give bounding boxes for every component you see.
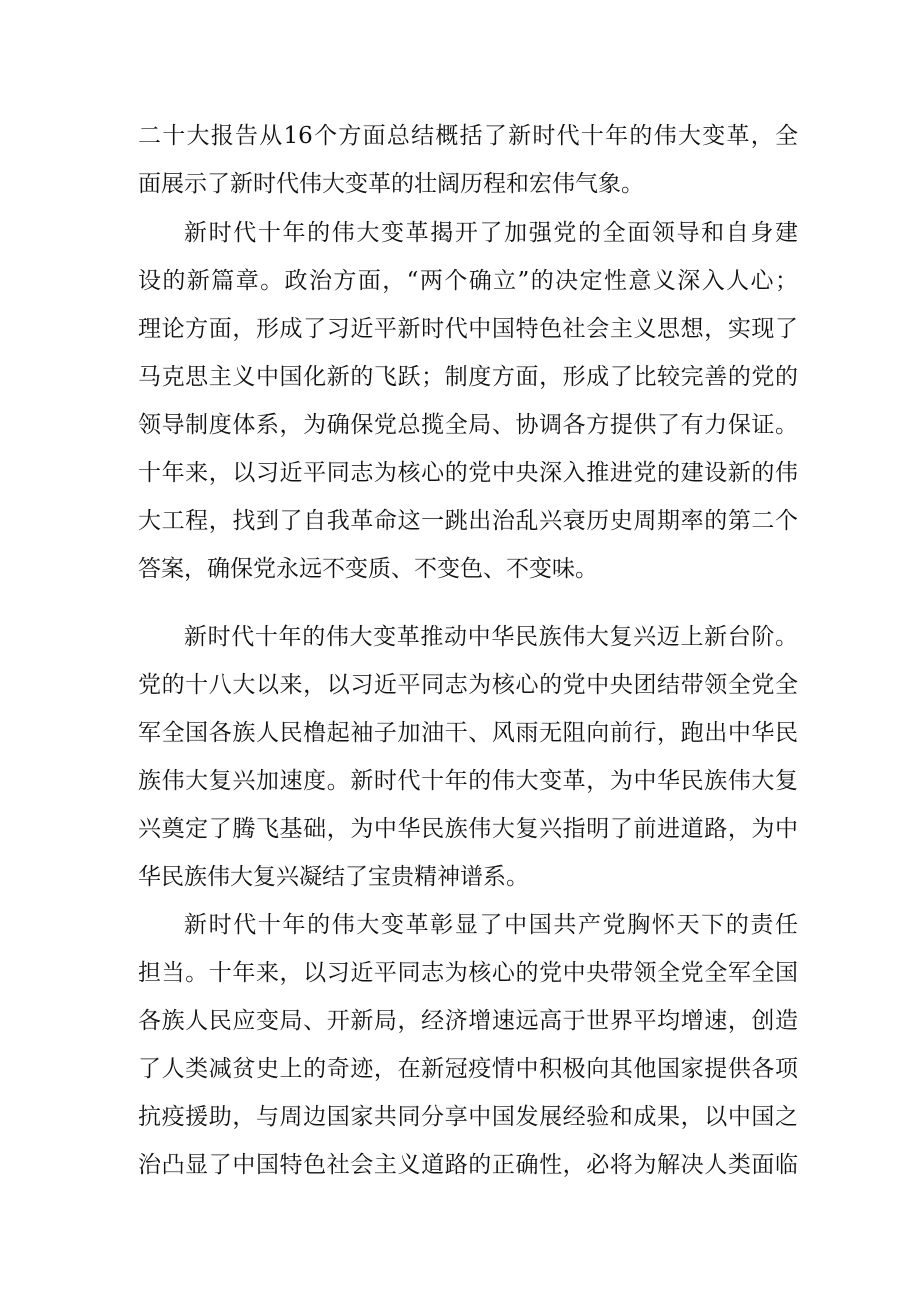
text-line: 大工程，找到了自我革命这一跳出治乱兴衰历史周期率的第二个 — [138, 508, 798, 534]
text-line: 族伟大复兴加速度。新时代十年的伟大变革，为中华民族伟大复 — [138, 768, 798, 794]
text-line: 十年来，以习近平同志为核心的党中央深入推进党的建设新的伟 — [138, 460, 798, 486]
text-line: 兴奠定了腾飞基础，为中华民族伟大复兴指明了前进道路，为中 — [138, 816, 798, 842]
text-line: 新时代十年的伟大变革揭开了加强党的全面领导和自身建 — [184, 220, 798, 246]
text-line: 华民族伟大复兴凝结了宝贵精神谱系。 — [138, 864, 529, 890]
text-line: 设的新篇章。政治方面，“两个确立”的决定性意义深入人心； — [138, 268, 798, 294]
text-line: 理论方面，形成了习近平新时代中国特色社会主义思想，实现了 — [138, 316, 798, 342]
text-line: 各族人民应变局、开新局，经济增速远高于世界平均增速，创造 — [138, 1008, 798, 1034]
paragraph-2 — [138, 209, 798, 593]
text-line: 担当。十年来，以习近平同志为核心的党中央带领全党全军全国 — [138, 960, 798, 986]
text-line: 领导制度体系，为确保党总揽全局、协调各方提供了有力保证。 — [138, 412, 798, 438]
text-line: 党的十八大以来，以习近平同志为核心的党中央团结带领全党全 — [138, 672, 798, 698]
text-line: 答案，确保党永远不变质、不变色、不变味。 — [138, 556, 598, 582]
paragraph-4 — [138, 901, 798, 1189]
text-line: 抗疫援助，与周边国家共同分享中国发展经验和成果，以中国之 — [138, 1104, 798, 1130]
text-line: 二十大报告从16个方面总结概括了新时代十年的伟大变革，全 — [138, 123, 798, 149]
paragraph-3 — [138, 613, 798, 901]
paragraph-1 — [138, 112, 798, 208]
text-line: 军全国各族人民橹起袖子加油干、风雨无阻向前行，跑出中华民 — [138, 720, 798, 746]
text-line: 马克思主义中国化新的飞跃；制度方面，形成了比较完善的党的 — [138, 364, 798, 390]
text-line: 新时代十年的伟大变革推动中华民族伟大复兴迈上新台阶。 — [184, 624, 798, 650]
text-line: 新时代十年的伟大变革彰显了中国共产党胸怀天下的责任 — [184, 912, 798, 938]
text-line: 治凸显了中国特色社会主义道路的正确性，必将为解决人类面临 — [138, 1152, 798, 1178]
text-line: 面展示了新时代伟大变革的壮阔历程和宏伟气象。 — [138, 171, 644, 197]
text-line: 了人类减贫史上的奇迹，在新冠疫情中积极向其他国家提供各项 — [138, 1056, 798, 1082]
